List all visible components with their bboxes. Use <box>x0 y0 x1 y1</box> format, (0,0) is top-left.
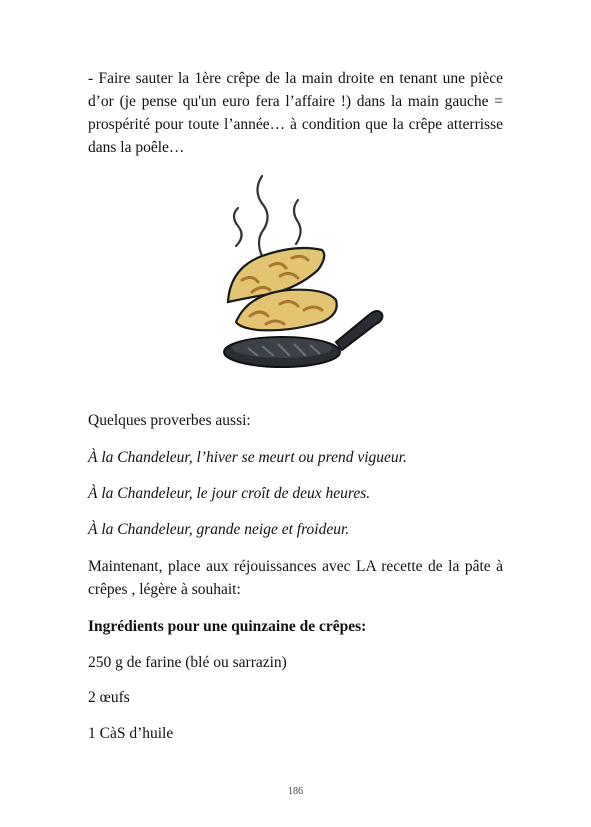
intro-paragraph: - Faire sauter la 1ère crêpe de la main droite en tenant une pièce d’or (je pense qu'un euro fera l’affaire !) dans la main gauche = prospérité pour toute l’année… à condition que la crêpe atterrisse dans la poêle… <box>88 70 503 156</box>
proverb-1: À la Chandeleur, l’hiver se meurt ou prend vigueur. <box>88 449 407 466</box>
proverb-2: À la Chandeleur, le jour croît de deux heures. <box>88 485 371 502</box>
proverb-3: À la Chandeleur, grande neige et froideur. <box>88 521 350 538</box>
transition-paragraph: Maintenant, place aux réjouissances avec LA recette de la pâte à crêpes , légère à souhait: <box>88 558 503 598</box>
ingredients-heading: Ingrédients pour une quinzaine de crêpes: <box>88 618 367 635</box>
page-number: 186 <box>288 786 303 797</box>
ingredient-3: 1 CàS d’huile <box>88 725 174 742</box>
proverbs-intro: Quelques proverbes aussi: <box>88 412 251 429</box>
crepe-pan-illustration <box>218 170 386 378</box>
ingredient-2: 2 œufs <box>88 689 130 706</box>
ingredient-1: 250 g de farine (blé ou sarrazin) <box>88 654 287 671</box>
